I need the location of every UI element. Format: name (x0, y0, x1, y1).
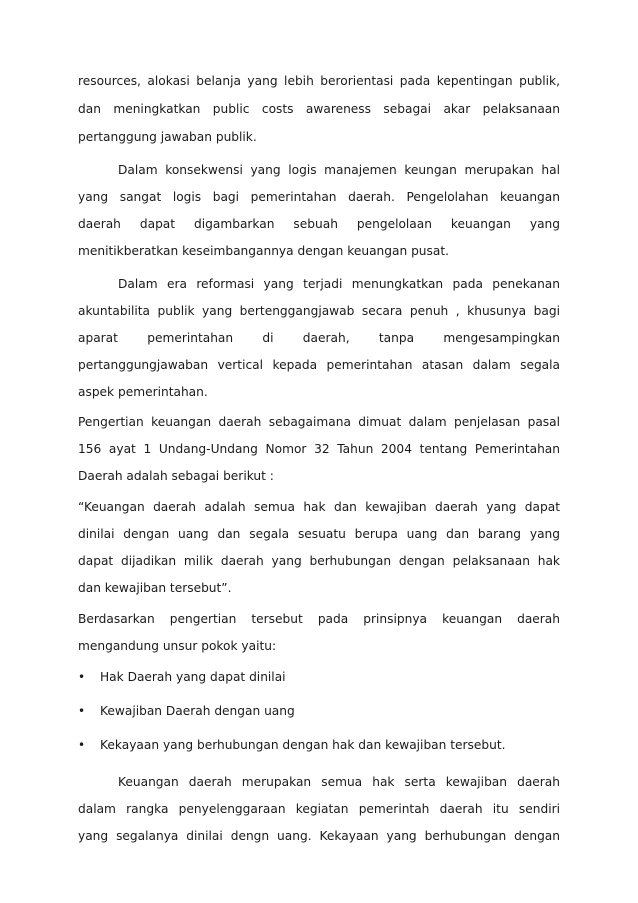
quote-line: dinilai dengan uang dan segala sesuatu berupa uang dan barang yang (78, 527, 560, 541)
quote-line: dapat dijadikan milik daerah yang berhubungan dengan pelaksanaan hak (78, 554, 560, 568)
text-line: yang sangat logis bagi pemerintahan daerah. Pengelolahan keuangan (78, 190, 560, 204)
text-line: Keuangan daerah merupakan semua hak serta kewajiban daerah (118, 775, 560, 789)
bullet-marker: • (78, 704, 86, 718)
text-line: pertanggung jawaban publik. (78, 130, 257, 144)
list-item: Kekayaan yang berhubungan dengan hak dan kewajiban tersebut. (100, 738, 506, 752)
text-line: daerah dapat digambarkan sebuah pengelolaan keuangan yang (78, 217, 560, 231)
text-line: pertanggungjawaban vertical kepada pemerintahan atasan dalam segala (78, 358, 560, 372)
text-line: 156 ayat 1 Undang-Undang Nomor 32 Tahun 2004 tentang Pemerintahan (78, 442, 560, 456)
text-line: dalam rangka penyelenggaraan kegiatan pemerintah daerah itu sendiri (78, 802, 560, 816)
text-line: menitikberatkan keseimbangannya dengan keuangan pusat. (78, 244, 450, 258)
bullet-marker: • (78, 670, 86, 684)
text-line: mengandung unsur pokok yaitu: (78, 639, 277, 653)
text-line: akuntabilita publik yang bertenggangjawab secara penuh , khusunya bagi (78, 304, 560, 318)
text-line: Dalam konsekwensi yang logis manajemen keungan merupakan hal (118, 163, 560, 177)
list-item: Hak Daerah yang dapat dinilai (100, 670, 286, 684)
text-line: aparat pemerintahan di daerah, tanpa mengesampingkan (78, 331, 560, 345)
text-line: Berdasarkan pengertian tersebut pada prinsipnya keuangan daerah (78, 612, 560, 626)
text-line: aspek pemerintahan. (78, 385, 208, 399)
text-line: yang segalanya dinilai dengn uang. Kekayaan yang berhubungan dengan (78, 829, 560, 843)
text-line: resources, alokasi belanja yang lebih berorientasi pada kepentingan publik, (78, 74, 560, 88)
quote-line: dan kewajiban tersebut”. (78, 581, 232, 595)
text-line: Daerah adalah sebagai berikut : (78, 469, 274, 483)
text-line: Dalam era reformasi yang terjadi menungkatkan pada penekanan (118, 277, 560, 291)
list-item: Kewajiban Daerah dengan uang (100, 704, 295, 718)
quote-line: “Keuangan daerah adalah semua hak dan kewajiban daerah yang dapat (78, 500, 560, 514)
bullet-marker: • (78, 738, 86, 752)
text-line: Pengertian keuangan daerah sebagaimana dimuat dalam penjelasan pasal (78, 415, 560, 429)
text-line: dan meningkatkan public costs awareness sebagai akar pelaksanaan (78, 102, 560, 116)
